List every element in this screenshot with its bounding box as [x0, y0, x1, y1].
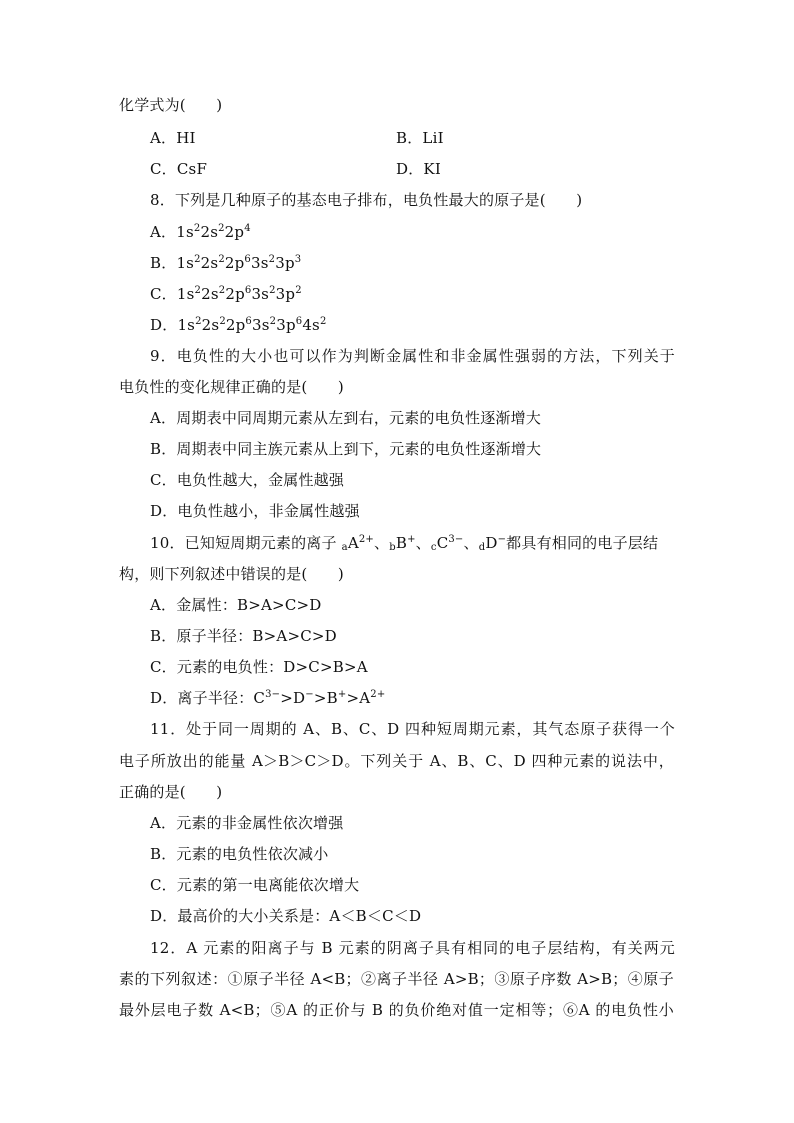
- config-exp: 2: [268, 254, 276, 265]
- q10-option-a: A．金属性：B>A>C>D: [150, 596, 322, 614]
- q9-option-c: C．电负性越大，金属性越强: [150, 471, 345, 489]
- config-exp: 2: [269, 316, 277, 327]
- q10-option-d-text: D．离子半径：C: [150, 689, 266, 707]
- ion-c-charge: 3−: [448, 534, 464, 545]
- config-exp: 6: [245, 316, 252, 327]
- q11-option-d: D．最高价的大小关系是：A＜B＜C＜D: [150, 907, 422, 925]
- q8-stem: 8．下列是几种原子的基态电子排布，电负性最大的原子是( ): [150, 191, 583, 209]
- charge: 2+: [370, 689, 386, 700]
- separator: 、: [415, 534, 431, 552]
- ion-b-symbol: B: [395, 534, 408, 552]
- q8-option-c-label: C．: [150, 285, 177, 303]
- ion-b-charge: +: [407, 534, 416, 545]
- q7-option-d: D．KI: [396, 160, 441, 178]
- q10-stem-suffix: 都具有相同的电子层结: [506, 534, 659, 552]
- config-exp: 2: [218, 285, 226, 296]
- q10-stem-line1: [150, 533, 658, 556]
- config-part: 2s: [201, 285, 219, 303]
- ion-c-symbol: C: [436, 534, 449, 552]
- config-exp: 2: [219, 316, 226, 327]
- config-exp: 2: [194, 285, 202, 296]
- ion-d-charge: −: [497, 534, 507, 545]
- q11-option-a: A．元素的非金属性依次增强: [150, 814, 344, 832]
- config-exp: 2: [218, 223, 225, 234]
- q10-option-b: B．原子半径：B>A>C>D: [150, 627, 337, 645]
- q8-option-d: [150, 315, 327, 335]
- q10-option-d: [150, 688, 385, 708]
- q8-option-d-label: D．: [150, 316, 178, 334]
- separator: 、: [374, 534, 390, 552]
- config-part: 3p: [275, 285, 296, 303]
- q9-option-a: A．周期表中同周期元素从左到右，元素的电负性逐渐增大: [150, 409, 542, 427]
- q11-stem-line3: 正确的是( ): [119, 783, 223, 801]
- q12-stem-line1: 12．A 元素的阳离子与 B 元素的阴离子具有相同的电子层结构，有关两元: [150, 939, 675, 957]
- q7-stem-tail: 化学式为( ): [119, 96, 223, 114]
- config-part: 2p: [225, 285, 245, 303]
- q8-option-a-label: A．: [150, 223, 177, 241]
- config-part: 2s: [200, 254, 219, 272]
- config-exp: 2: [319, 316, 327, 327]
- config-part: 2s: [200, 223, 219, 241]
- q10-stem-line2: 构，则下列叙述中错误的是( ): [119, 565, 344, 583]
- config-part: 3s: [251, 285, 270, 303]
- config-exp: 2: [269, 285, 276, 296]
- config-exp: 6: [244, 285, 252, 296]
- ion-b-number: b: [389, 542, 396, 553]
- config-exp: 2: [295, 285, 302, 296]
- config-exp: 4: [244, 223, 251, 234]
- config-exp: 6: [295, 316, 303, 327]
- q8-option-c: [150, 284, 302, 304]
- config-part: 3s: [251, 316, 270, 334]
- q8-option-a: [150, 222, 251, 242]
- q10-stem-prefix: 10．已知短周期元素的离子: [150, 534, 342, 552]
- config-part: 2p: [225, 316, 246, 334]
- charge: 3−: [265, 689, 281, 700]
- q9-option-d: D．电负性越小，非金属性越强: [150, 502, 360, 520]
- config-exp: 3: [294, 254, 302, 265]
- config-exp: 2: [218, 254, 225, 265]
- config-part: 3p: [276, 316, 296, 334]
- ion-c-number: c: [430, 542, 437, 553]
- q7-option-a: A．HI: [150, 129, 196, 147]
- q10-option-c: C．元素的电负性：D>C>B>A: [150, 658, 368, 676]
- q8-option-b: [150, 253, 301, 273]
- q9-stem-line1: 9．电负性的大小也可以作为判断金属性和非金属性强弱的方法，下列关于: [150, 347, 675, 365]
- q7-option-b: B．LiI: [396, 129, 444, 147]
- ion-a-number: a: [341, 542, 348, 553]
- separator: 、: [463, 534, 479, 552]
- q11-stem-line2: 电子所放出的能量 A＞B＞C＞D。下列关于 A、B、C、D 四种元素的说法中，: [119, 752, 674, 770]
- q11-option-b: B．元素的电负性依次减小: [150, 845, 329, 863]
- config-part: 1s: [176, 223, 194, 241]
- config-exp: 6: [244, 254, 251, 265]
- config-part: 1s: [176, 254, 195, 272]
- charge: −: [305, 689, 314, 700]
- config-part: 3s: [250, 254, 269, 272]
- q12-stem-line2: 素的下列叙述：①原子半径 A<B；②离子半径 A>B；③原子序数 A>B；④原子: [119, 970, 674, 988]
- config-exp: 2: [195, 316, 202, 327]
- q10-option-d-text: >B: [313, 689, 338, 707]
- config-part: 2p: [224, 223, 245, 241]
- q11-stem-line1: 11．处于同一周期的 A、B、C、D 四种短周期元素，其气态原子获得一个: [150, 720, 675, 738]
- q9-stem-line2: 电负性的变化规律正确的是( ): [119, 378, 344, 396]
- config-part: 2s: [201, 316, 220, 334]
- ion-a-symbol: A: [347, 534, 359, 552]
- q10-option-d-text: >A: [346, 689, 371, 707]
- charge: +: [337, 689, 347, 700]
- q10-option-d-text: >D: [280, 689, 306, 707]
- ion-d-number: d: [478, 542, 486, 553]
- ion-d-symbol: D: [485, 534, 498, 552]
- config-part: 4s: [302, 316, 320, 334]
- q12-stem-line3: 最外层电子数 A<B；⑤A 的正价与 B 的负价绝对值一定相等；⑥A 的电负性小: [119, 1001, 674, 1019]
- config-part: 1s: [176, 285, 195, 303]
- ion-a-charge: 2+: [358, 534, 375, 545]
- q9-option-b: B．周期表中同主族元素从上到下，元素的电负性逐渐增大: [150, 440, 542, 458]
- q8-option-b-label: B．: [150, 254, 177, 272]
- config-part: 1s: [177, 316, 196, 334]
- config-part: 2p: [224, 254, 245, 272]
- config-exp: 2: [193, 223, 201, 234]
- config-exp: 2: [194, 254, 201, 265]
- q7-option-c: C．CsF: [150, 160, 208, 178]
- q11-option-c: C．元素的第一电离能依次增大: [150, 876, 360, 894]
- config-part: 3p: [275, 254, 295, 272]
